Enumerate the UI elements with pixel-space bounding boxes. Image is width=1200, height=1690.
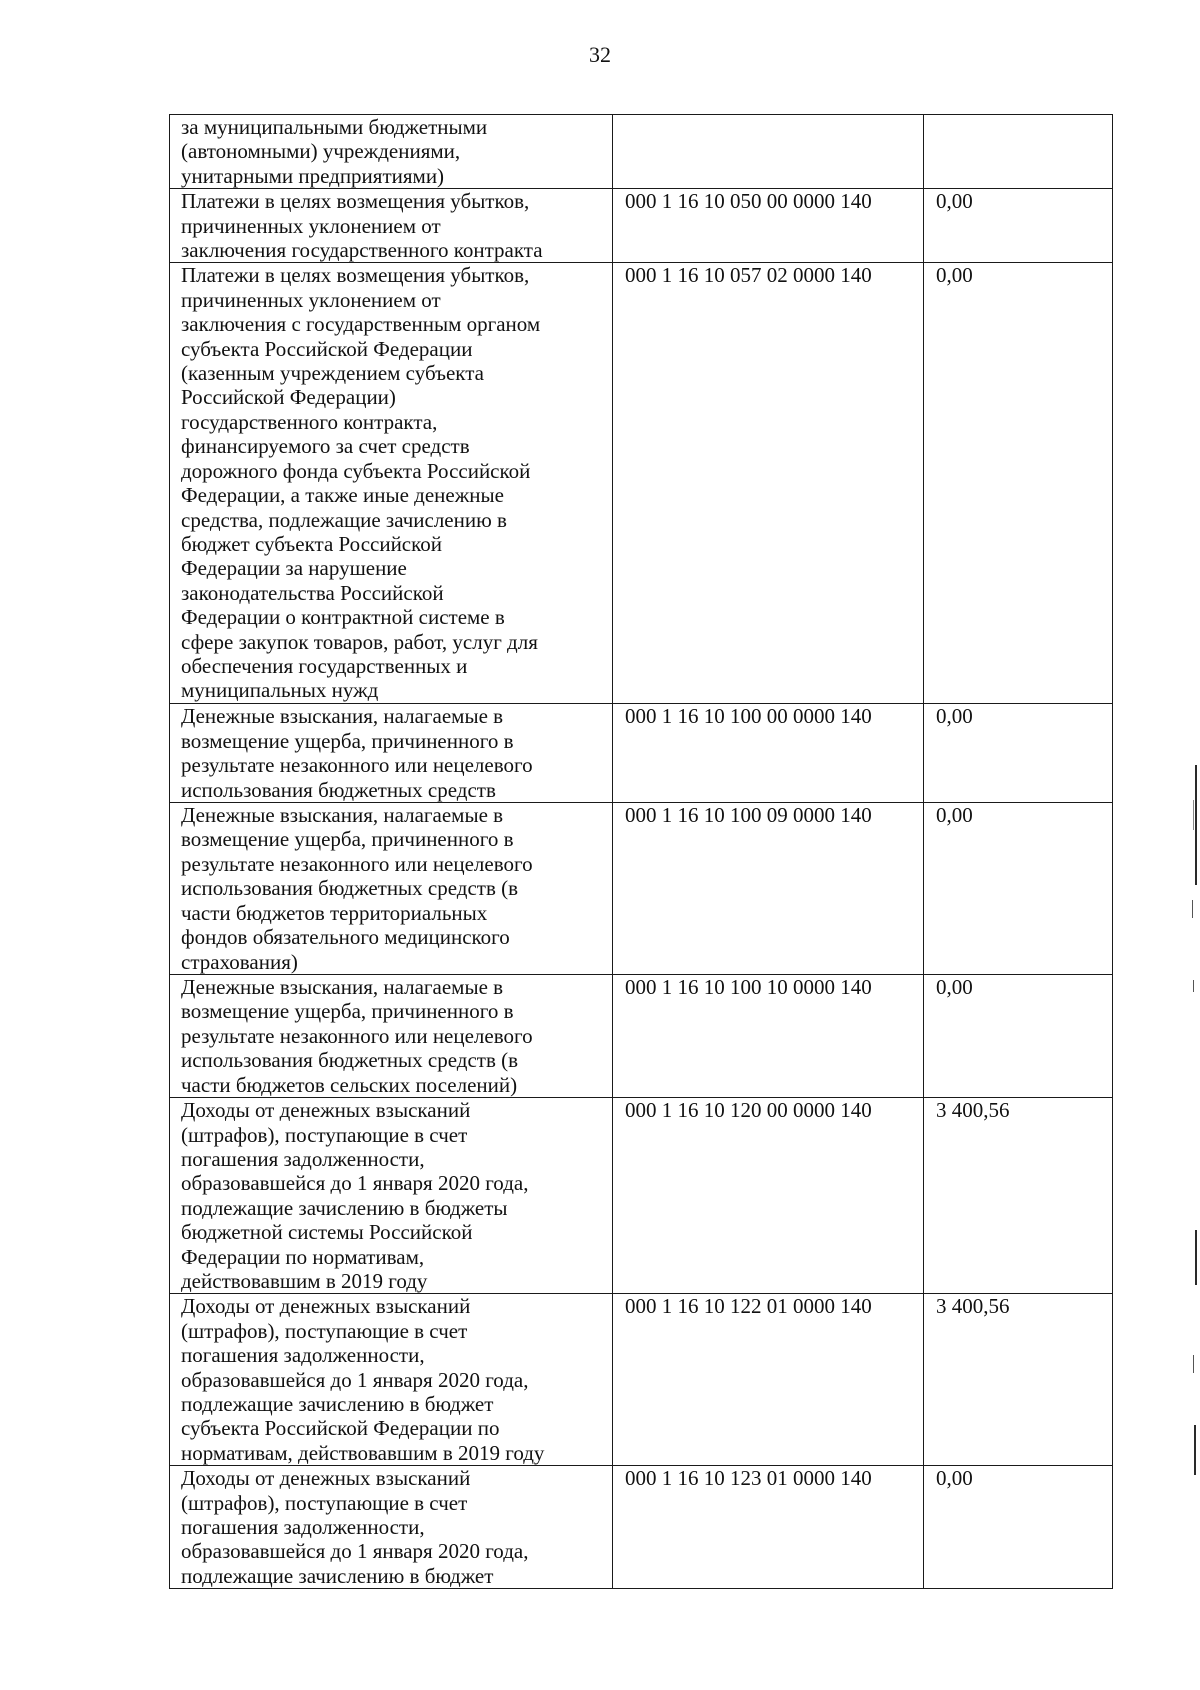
row-description: Платежи в целях возмещения убытков, причиненных уклонением от заключения государственного контракта	[170, 189, 613, 263]
table-row	[170, 1294, 1113, 1466]
row-code: 000 1 16 10 057 02 0000 140	[613, 263, 924, 704]
row-description: Платежи в целях возмещения убытков, причиненных уклонением от заключения с государственным органом субъекта Российской Федерации (казенным учреждением субъекта Российской Федерации) государственного контракта, финансируемого за счет средств дорожного фонда субъекта Российской Федерации, а также иные денежные средства, подлежащие зачислению в бюджет субъекта Российской Федерации за нарушение законодательства Российской Федерации о контрактной системе в сфере закупок товаров, работ, услуг для обеспечения государственных и муниципальных нужд	[170, 263, 613, 704]
row-amount: 0,00	[924, 704, 1113, 803]
row-description: Доходы от денежных взысканий (штрафов), поступающие в счет погашения задолженности, образовавшейся до 1 января 2020 года, подлежащие зачислению в бюджеты бюджетной системы Российской Федерации по нормативам, действовавшим в 2019 году	[170, 1098, 613, 1294]
row-amount: 3 400,56	[924, 1294, 1113, 1466]
scan-artifact	[1195, 1230, 1197, 1285]
row-amount: 0,00	[924, 189, 1113, 263]
row-code	[613, 115, 924, 189]
row-amount: 0,00	[924, 1466, 1113, 1589]
scan-artifact	[1193, 1355, 1194, 1373]
row-amount: 0,00	[924, 263, 1113, 704]
row-description: за муниципальными бюджетными (автономными) учреждениями, унитарными предприятиями)	[170, 115, 613, 189]
table-row	[170, 1466, 1113, 1589]
table-row	[170, 263, 1113, 704]
row-code: 000 1 16 10 123 01 0000 140	[613, 1466, 924, 1589]
table-row	[170, 704, 1113, 803]
row-amount: 0,00	[924, 975, 1113, 1098]
scan-artifact	[1193, 800, 1194, 830]
table-row	[170, 189, 1113, 263]
scan-artifact	[1193, 980, 1194, 992]
scan-artifact	[1195, 765, 1197, 885]
row-amount	[924, 115, 1113, 189]
row-code: 000 1 16 10 100 00 0000 140	[613, 704, 924, 803]
row-description: Доходы от денежных взысканий (штрафов), поступающие в счет погашения задолженности, образовавшейся до 1 января 2020 года, подлежащие зачислению в бюджет	[170, 1466, 613, 1589]
revenue-table	[169, 114, 1113, 1589]
scan-artifact	[1194, 1425, 1196, 1475]
page-number: 32	[589, 42, 611, 67]
row-description: Денежные взыскания, налагаемые в возмещение ущерба, причиненного в результате незаконного или нецелевого использования бюджетных средств	[170, 704, 613, 803]
row-code: 000 1 16 10 050 00 0000 140	[613, 189, 924, 263]
table-row	[170, 803, 1113, 975]
row-description: Денежные взыскания, налагаемые в возмещение ущерба, причиненного в результате незаконного или нецелевого использования бюджетных средств (в части бюджетов сельских поселений)	[170, 975, 613, 1098]
row-amount: 0,00	[924, 803, 1113, 975]
row-code: 000 1 16 10 100 10 0000 140	[613, 975, 924, 1098]
scan-artifact	[1192, 900, 1193, 918]
row-code: 000 1 16 10 120 00 0000 140	[613, 1098, 924, 1294]
row-description: Денежные взыскания, налагаемые в возмещение ущерба, причиненного в результате незаконного или нецелевого использования бюджетных средств (в части бюджетов территориальных фондов обязательного медицинского страхования)	[170, 803, 613, 975]
row-code: 000 1 16 10 122 01 0000 140	[613, 1294, 924, 1466]
row-description: Доходы от денежных взысканий (штрафов), поступающие в счет погашения задолженности, образовавшейся до 1 января 2020 года, подлежащие зачислению в бюджет субъекта Российской Федерации по нормативам, действовавшим в 2019 году	[170, 1294, 613, 1466]
table-row	[170, 1098, 1113, 1294]
table-row	[170, 975, 1113, 1098]
row-amount: 3 400,56	[924, 1098, 1113, 1294]
table-row	[170, 115, 1113, 189]
row-code: 000 1 16 10 100 09 0000 140	[613, 803, 924, 975]
